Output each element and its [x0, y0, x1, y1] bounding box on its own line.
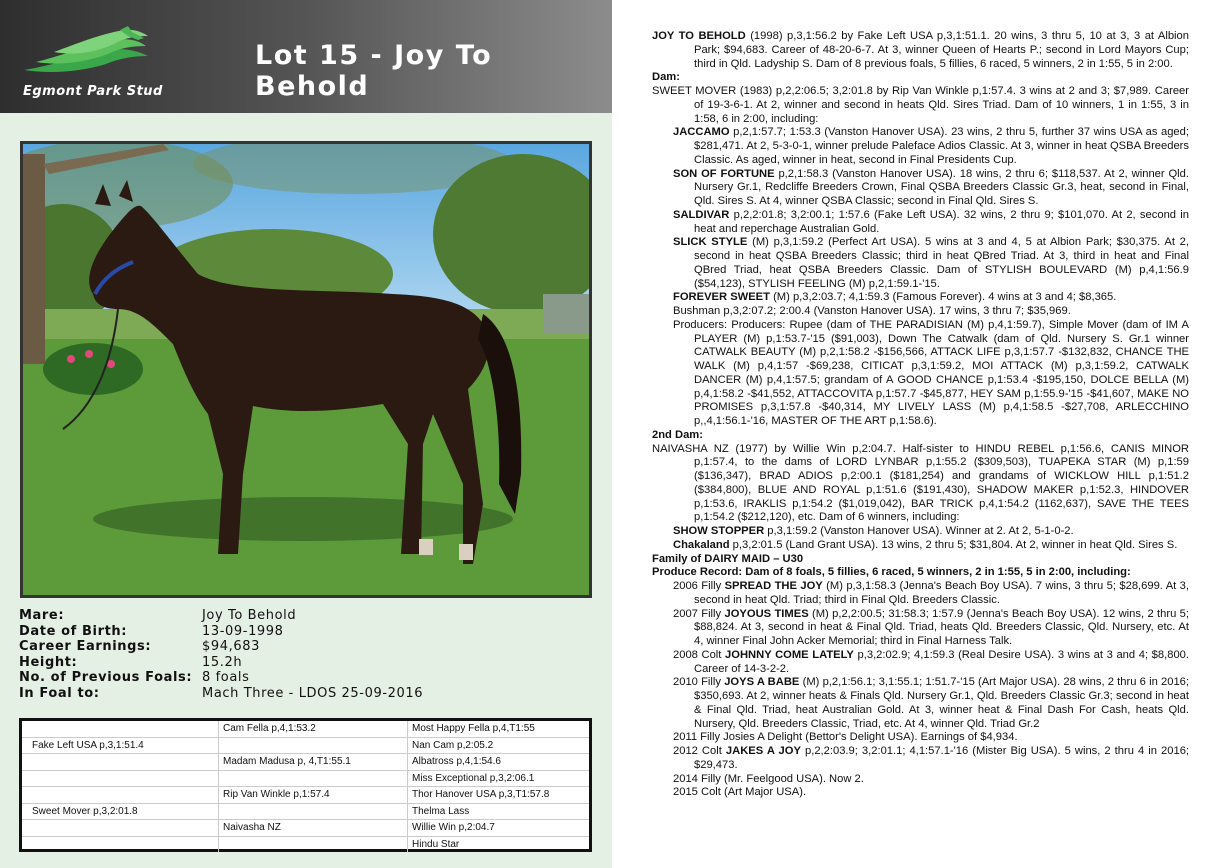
pedigree-dam: Sweet Mover p,3,2:01.8 — [22, 803, 219, 820]
table-row — [22, 770, 589, 787]
produce-heading-text: Produce Record: Dam of 8 foals, 5 fillies, 6 raced, 5 winners, 2 in 1:55, 5 in 2:00, including: — [652, 566, 1131, 579]
list-item-text: p,3,2:01.5 (Land Grant USA). 13 wins, 2 thru 5; $31,804. At 2, winner in heat Qld. Sires S. — [729, 538, 1178, 551]
list-item-text: Bushman p,3,2:07.2; 2:00.4 (Vanston Hanover USA). 17 wins, 3 thru 7; $35,969. — [673, 305, 1071, 317]
detail-value: 8 foals — [202, 670, 250, 686]
list-item-text: (M) p,2,2:00.5; 31:58.3; 1:57.9 (Jenna's Beach Boy USA). 12 wins, 2 thru 5; $88,824. At 3, second in heat & Final Qld. Triad, heats Qld. Breeders Classic, Qld. Nursery, etc. At 4, winner Final John Acker Memorial; third in Final Harness Talk. — [694, 607, 1189, 647]
list-item-text: (M) p,3,2:03.7; 4,1:59.3 (Famous Forever). 4 wins at 3 and 4; $8,365. — [769, 291, 1117, 304]
list-item-name: JOHNNY COME LATELY — [725, 648, 854, 661]
list-item — [652, 126, 1189, 167]
list-item — [652, 773, 1189, 787]
list-item — [652, 649, 1189, 677]
catalogue-text — [652, 30, 1189, 800]
pedigree-table — [19, 718, 592, 852]
produce-heading — [652, 566, 1189, 580]
list-item-text: p,2,2:01.8; 3,2:00.1; 1:57.6 (Fake Left USA). 32 wins, 2 thru 9; $101,070. At 2, second in heat and reperchage Australian Gold. — [694, 208, 1189, 235]
list-item-name: JOYOUS TIMES — [724, 607, 809, 620]
list-item — [652, 539, 1189, 553]
list-item-prefix: 2007 Filly — [673, 607, 725, 620]
table-row — [22, 820, 589, 837]
detail-label: In Foal to: — [19, 685, 100, 701]
list-item-prefix: 2006 Filly — [673, 580, 725, 592]
detail-label: No. of Previous Foals: — [19, 670, 193, 686]
list-item-text: p,3,1:59.2 (Vanston Hanover USA). Winner at 2. At 2, 5-1-0-2. — [764, 525, 1074, 537]
list-item-name: SALDIVAR — [673, 208, 730, 221]
header-banner — [0, 0, 612, 113]
list-item-text: (M) p,3,1:59.2 (Perfect Art USA). 5 wins at 3 and 4, 5 at Albion Park; $30,375. At 2, second in heat QSBA Breeders Classic; third in heat QBred Triad. At 3, third in heat and Final QBred Triad, heat QSBA Breeders Classic. Dam of STYLISH BOULEVARD (M) p,4,1:56.9 ($54,123), STYLISH FEELING (M) p,2,1:59.1-'15. — [694, 236, 1189, 290]
list-item — [652, 745, 1189, 773]
detail-value: 13-09-1998 — [202, 623, 284, 639]
list-item-prefix: 2012 Colt — [673, 745, 726, 757]
detail-label: Date of Birth: — [19, 623, 128, 639]
list-item-name: JACCAMO — [673, 126, 730, 139]
list-item — [652, 525, 1189, 539]
table-row — [22, 787, 589, 804]
list-item-text: (M) p,3,1:58.3 (Jenna's Beach Boy USA). 7 wins, 3 thru 5; $28,699. At 3, second in heat Qld. Triad; third in Final Qld. Breeders Classic. — [694, 580, 1189, 606]
detail-label: Height: — [19, 654, 78, 670]
pedigree-cell: Nan Cam p,2:05.2 — [408, 737, 590, 754]
detail-value: $94,683 — [202, 639, 260, 655]
progeny-list — [652, 126, 1189, 429]
list-item-text: p,3,2:02.9; 4,1:59.3 (Real Desire USA). 3 wins at 3 and 4; $8,800. Career of 14-3-2-2. — [694, 648, 1190, 675]
list-item-text: (M) p,2,1:56.1; 3,1:55.1; 1:51.7-'15 (Art Major USA). 28 wins, 2 thru 6 in 2016; $350,693. At 2, winner heats & Finals Qld. Nursery Gr.1, Qld. Breeders Classic Gr.3; second in heat & Final Qld. Triad, heat Australian Gold. At 3, winner heat & Final Dash For Cash, heats Qld. Nursery, Qld. Breeders Classic, Triad, etc. At 4, winner Qld. Triad Gr.2 — [694, 676, 1189, 730]
list-item-prefix: 2015 Colt (Art Major USA). — [673, 786, 807, 799]
horse-photo — [20, 141, 592, 598]
list-item-name: SHOW STOPPER — [673, 525, 765, 537]
pedigree-cell: Miss Exceptional p,3,2:06.1 — [408, 770, 590, 787]
family-text: Family of DAIRY MAID – U30 — [652, 552, 804, 565]
table-row — [22, 754, 589, 771]
pedigree-cell: Cam Fella p,4,1:53.2 — [219, 721, 408, 737]
table-row — [22, 803, 589, 820]
second-dam-heading-text: 2nd Dam: — [652, 428, 703, 441]
list-item-name: SPREAD THE JOY — [724, 580, 823, 592]
list-item — [652, 209, 1189, 237]
list-item — [652, 236, 1189, 291]
intro-text: (1998) p,3,1:56.2 by Fake Left USA p,3,1:51.1. 20 wins, 3 thru 5, 10 at 3, 3 at Albion Park; $94,683. Career of 48-20-6-7. At 3, winner Queen of Hearts P.; second in Lord Mayors Cup; third in Qld. Ladyship S. Dam of 8 previous foals, 5 fillies, 6 raced, 5 winners, 2 in 1:55, 5 in 2:00. — [694, 30, 1189, 70]
pedigree-cell: Hindu Star — [408, 836, 590, 852]
pedigree-cell: Naivasha NZ — [219, 820, 408, 837]
brand-name: Egmont Park Stud — [23, 84, 163, 99]
list-item — [652, 608, 1189, 649]
list-item-prefix: 2008 Colt — [673, 648, 726, 661]
list-item — [652, 168, 1189, 209]
horse-photo-image — [23, 144, 589, 595]
list-item-prefix: 2014 Filly (Mr. Feelgood USA). Now 2. — [673, 772, 864, 785]
list-item — [652, 291, 1189, 305]
table-row — [22, 836, 589, 852]
list-item-prefix: 2011 Filly Josies A Delight (Bettor's Delight USA). Earnings of $4,934. — [673, 731, 1018, 744]
produce-list — [652, 580, 1189, 800]
list-item — [652, 676, 1189, 731]
horse-name: JOY TO BEHOLD — [652, 30, 746, 42]
pedigree-cell: Willie Win p,2:04.7 — [408, 820, 590, 837]
detail-label: Mare: — [19, 608, 65, 623]
list-item-text: Producers: Producers: Rupee (dam of THE PARADISIAN (M) p,4,1:59.7), Simple Mover (dam of IM A PLAYER (M) p,1:53.7-'15 ($91,003), Down The Catwalk (dam of Qld. Nursery S. Gr.1 winner CATWALK BEAUTY (M) p,2,1:58.2 -$156,566, ATTACK LIFE p,3,1:57.7 -$132,832, CHANCE THE WALK (M) p,4,1:57 -$69,238, CITICAT p,3,1:59.2, MOI ATTACK (M) p,3,1:59.2, CATWALK DANCER (M) p,4,1:57.5; grandam of A GOOD CHANCE p,1:53.4 -$195,150, DOLCE BELLA (M) p,4,1:58.2 -$41,552, ATTACCOVITA p,1:57.7 -$45,877, HEY SAM p,1:55.9-'15 -$41,607, MAKE NO PROMISES p,3,1:57.8 -$40,314, MY LIVELY LASS (M) p,4,1:58.5 -$27,708, ARLECCHINO p,,4,1:56.1-'16, MASTER OF THE ART p,1:58.6). — [673, 318, 1189, 427]
dam-paragraph: SWEET MOVER (1983) p,2,2:06.5; 3,2:01.8 by Rip Van Winkle p,1:57.4. 3 wins at 2 and 3; $7,989. Career of 19-3-6-1. At 2, winner and second in heats Qld. Sires Triad. Dam of 10 winners, 1 in 1:55, 3 in 1:58, 6 in 2:00, including: — [652, 85, 1189, 125]
list-item-name: JOYS A BABE — [724, 676, 800, 689]
list-item-name: SON OF FORTUNE — [673, 167, 775, 180]
detail-value: Joy To Behold — [202, 608, 297, 623]
pedigree-cell: Thor Hanover USA p,3,T1:57.8 — [408, 787, 590, 804]
detail-value: 15.2h — [202, 654, 243, 670]
list-item — [652, 580, 1189, 608]
pedigree-cell: Most Happy Fella p,4,T1:55 — [408, 721, 590, 737]
detail-label: Career Earnings: — [19, 639, 152, 655]
table-row — [22, 737, 589, 754]
list-item-name: JAKES A JOY — [725, 745, 801, 757]
dam-heading-text: Dam: — [652, 71, 680, 84]
list-item-name: Chakaland — [673, 538, 730, 551]
horse-logo-icon — [20, 26, 152, 78]
pedigree-cell: Albatross p,4,1:54.6 — [408, 754, 590, 771]
list-item-text: p,2,1:57.7; 1:53.3 (Vanston Hanover USA). 23 wins, 2 thru 5, further 37 wins USA as aged; $281,471. At 2, 5-3-0-1, winner prelude Paleface Adios Classic. At 3, winner in heat QSBA Breeders Classic. As aged, winner in heat, second in Final Presidents Cup. — [694, 126, 1189, 166]
list-item-name: SLICK STYLE — [673, 236, 748, 249]
pedigree-cell: Thelma Lass — [408, 803, 590, 820]
detail-value: Mach Three - LDOS 25-09-2016 — [202, 685, 424, 701]
list-item — [652, 305, 1189, 319]
dam-heading — [652, 71, 1189, 85]
list-item-name: FOREVER SWEET — [673, 291, 770, 304]
list-item-text: p,2,1:58.3 (Vanston Hanover USA). 18 wins, 2 thru 6; $118,537. At 2, winner Qld. Nursery Gr.1, Redcliffe Breeders Crown, Final QSBA Breeders Classic Gr.3, heat, second in Final, Qld. Sires S. At 4, winner QSBA Classic; second in Final Qld. Sires S. — [694, 167, 1189, 207]
list-item — [652, 319, 1189, 429]
second-dam-heading — [652, 429, 1189, 443]
second-dam-paragraph: NAIVASHA NZ (1977) by Willie Win p,2:04.7. Half-sister to HINDU REBEL p,1:56.6, CANIS MINOR p,1:57.4, to the dams of LORD LYNBAR p,1:55.2 ($309,503), TUAPEKA STAR (M) p,1:59 ($136,347), BRAD ADIOS p,2:00.1 ($181,254) and grandams of WICKLOW HILL p,1:51.2 ($384,800), BLUE AND ROYAL p,1:51.6 ($191,430), SHADOW MAKER p,1:52.3, HINDOVER p,1:53.6, IRAKLIS p,1:54.2 ($1,019,042), BAR TRICK p,4,1:54.2 (1162,637), SAVE THE TEES p,1:54.2 ($212,120), etc. Dam of 6 winners, including: — [652, 442, 1189, 524]
pedigree-sire: Fake Left USA p,3,1:51.4 — [22, 737, 219, 754]
intro-paragraph — [652, 30, 1189, 71]
family-line — [652, 553, 1189, 567]
second-dam-progeny-list — [652, 525, 1189, 553]
list-item-text: p,2,2:03.9; 3,2:01.1; 4,1:57.1-'16 (Mister Big USA). 5 wins, 2 thru 4 in 2016; $29,473. — [694, 745, 1190, 771]
left-panel — [0, 0, 612, 868]
list-item-prefix: 2010 Filly — [673, 676, 725, 689]
list-item — [652, 786, 1189, 800]
page-title: Lot 15 - Joy To Behold — [255, 40, 493, 102]
pedigree-cell: Madam Madusa p, 4,T1:55.1 — [219, 754, 408, 771]
table-row — [22, 721, 589, 737]
list-item — [652, 731, 1189, 745]
pedigree-cell: Rip Van Winkle p,1:57.4 — [219, 787, 408, 804]
